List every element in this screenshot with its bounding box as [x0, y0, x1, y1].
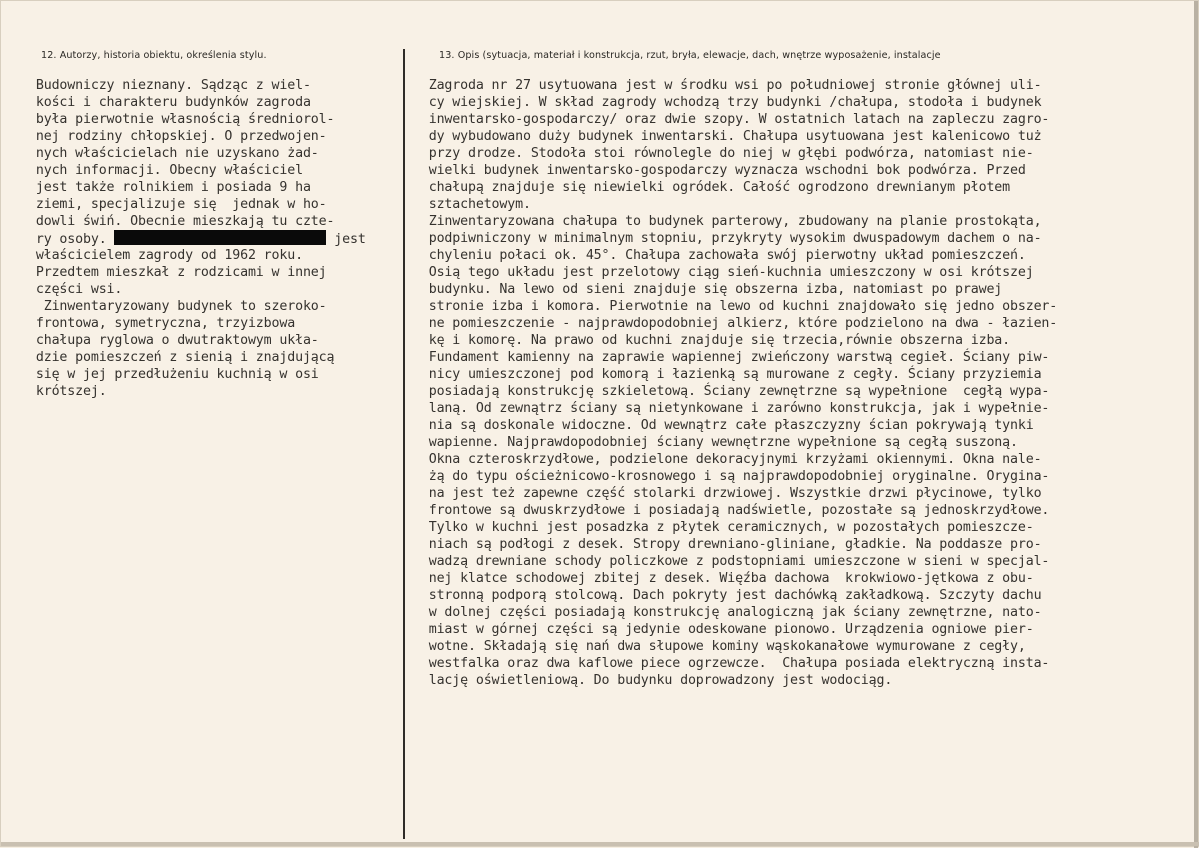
text-line: chałupą znajduje się niewielki ogródek. Całość ogrodzono drewnianym płotem	[413, 180, 1011, 195]
text-line: dowli świń. Obecnie mieszkają tu czte-	[28, 214, 335, 229]
text-line: chałupa ryglowa o dwutraktowym ukła-	[28, 333, 319, 348]
text-line: posiadają konstrukcję szkieletową. Ściany zewnętrzne są wypełnione cegłą wypa-	[413, 384, 1050, 399]
text-line: westfalka oraz dwa kaflowe piece ogrzewcze. Chałupa posiada elektryczną insta-	[413, 656, 1050, 671]
card-bottom-edge	[1, 842, 1199, 846]
authors-history-text	[28, 77, 398, 400]
text-line: niach są podłogi z desek. Stropy drewniano-gliniane, gładkie. Na poddasze pro-	[413, 537, 1042, 552]
text-line: dzie pomieszczeń z sienią i znajdującą	[28, 350, 335, 365]
text-line: kę i komorę. Na prawo od kuchni znajduje się trzecia,równie obszerna izba.	[413, 333, 1011, 348]
text-line: nicy umieszczonej pod komorą i łazienką są murowane z cegły. Ściany przyziemia	[413, 367, 1042, 382]
text-line: krótszej.	[28, 384, 107, 399]
text-line: była pierwotnie własnością średniorol-	[28, 112, 335, 127]
text-line: wotne. Składają się nań dwa słupowe kominy wąskokanałowe wymurowane z cegły,	[413, 639, 1026, 654]
text-line: wapienne. Najprawdopodobniej ściany wewnętrzne wypełnione są cegłą suszoną.	[413, 435, 1018, 450]
text-line: w dolnej części posiadają konstrukcję analogiczną jak ściany zewnętrzne, nato-	[413, 605, 1042, 620]
redaction-bar	[114, 230, 326, 245]
text-line: kości i charakteru budynków zagroda	[28, 95, 311, 110]
text-line: Budowniczy nieznany. Sądząc z wiel-	[28, 78, 311, 93]
text-line: Zagroda nr 27 usytuowana jest w środku wsi po południowej stronie głównej uli-	[413, 78, 1042, 93]
text-line: cy wiejskiej. W skład zagrody wchodzą trzy budynki /chałupa, stodoła i budynek	[413, 95, 1042, 110]
description-text	[413, 77, 1198, 689]
section-13-header: 13. Opis (sytuacja, materiał i konstrukcja, rzut, bryła, elewacje, dach, wnętrze wyposażenie, instalacje	[439, 50, 941, 61]
text-line: nych informacji. Obecny właściciel	[28, 163, 303, 178]
text-line: ziemi, specjalizuje się jednak w ho-	[28, 197, 327, 212]
text-line: przy drodze. Stodoła stoi równolegle do niej w głębi podwórza, natomiast nie-	[413, 146, 1034, 161]
text-fragment: jest	[326, 232, 366, 247]
text-line: stronną podporą stolcową. Dach pokryty jest dachówką zakładkową. Szczyty dachu	[413, 588, 1042, 603]
text-line: nej rodziny chłopskiej. O przedwojen-	[28, 129, 327, 144]
text-line: frontowa, symetryczna, trzyizbowa	[28, 316, 296, 331]
text-line: żą do typu ościeżnicowo-krosnowego i są najprawdopodobniej oryginalne. Orygina-	[413, 469, 1050, 484]
text-line: budynku. Na lewo od sieni znajduje się obszerna izba, natomiast po prawej	[413, 282, 1003, 297]
text-line: ne pomieszczenie - najprawdopodobniej alkierz, które podzielono na dwa - łazien-	[413, 316, 1058, 331]
text-fragment: ry osoby.	[28, 232, 115, 247]
text-line: właścicielem zagrody od 1962 roku.	[28, 248, 303, 263]
text-line: frontowe są dwuskrzydłowe i posiadają nadświetle, pozostałe są jednoskrzydłowe.	[413, 503, 1050, 518]
text-line: podpiwniczony w minimalnym stopniu, przykryty wysokim dwuspadowym dachem o na-	[413, 231, 1042, 246]
text-line: nych właścicielach nie uzyskano żad-	[28, 146, 319, 161]
text-line: się w jej przedłużeniu kuchnią w osi	[28, 367, 319, 382]
text-line: dy wybudowano duży budynek inwentarski. Chałupa usytuowana jest kalenicowo tuż	[413, 129, 1042, 144]
text-line: wadzą drewniane schody policzkowe z podstopniami umieszczone w sieni w specjal-	[413, 554, 1050, 569]
text-line: sztachetowym.	[413, 197, 531, 212]
text-line: miast w górnej części są jedynie odeskowane pionowo. Urządzenia ogniowe pier-	[413, 622, 1034, 637]
text-line: Przedtem mieszkał z rodzicami w innej	[28, 265, 327, 280]
text-line: na jest też zapewne część stolarki drzwiowej. Wszystkie drzwi płycinowe, tylko	[413, 486, 1042, 501]
text-line: nia są doskonale widoczne. Od wewnątrz całe płaszczyzny ścian pokrywają tynki	[413, 418, 1034, 433]
column-divider	[403, 49, 405, 839]
text-line: Osią tego układu jest przelotowy ciąg sień-kuchnia umieszczony w osi krótszej	[413, 265, 1034, 280]
text-line: inwentarsko-gospodarczy/ oraz dwie szopy. W ostatnich latach na zapleczu zagro-	[413, 112, 1050, 127]
text-line: wielki budynek inwentarsko-gospodarczy wyznacza wschodni bok podwórza. Przed	[413, 163, 1026, 178]
text-line: chyleniu połaci ok. 45°. Chałupa zachowała swój pierwotny układ pomieszczeń.	[413, 248, 1026, 263]
section-12-header: 12. Autorzy, historia obiektu, określenia stylu.	[41, 50, 267, 61]
text-line: nej klatce schodowej zbitej z desek. Więźba dachowa krokwiowo-jętkowa z obu-	[413, 571, 1034, 586]
text-line: stronie izba i komora. Pierwotnie na lewo od kuchni znajdowało się jedno obszer-	[413, 299, 1058, 314]
text-line: Fundament kamienny na zaprawie wapiennej zwieńczony warstwą cegieł. Ściany piw-	[413, 350, 1050, 365]
text-line: Zinwentaryzowany budynek to szeroko-	[28, 299, 327, 314]
text-line: lację oświetleniową. Do budynku doprowadzony jest wodociąg.	[413, 673, 893, 688]
text-line: Tylko w kuchni jest posadzka z płytek ceramicznych, w pozostałych pomieszcze-	[413, 520, 1034, 535]
text-line: laną. Od zewnątrz ściany są nietynkowane i zarówno konstrukcja, jak i wypełnie-	[413, 401, 1050, 416]
text-line: części wsi.	[28, 282, 123, 297]
text-line: Okna czteroskrzydłowe, podzielone dekoracyjnymi krzyżami okiennymi. Okna nale-	[413, 452, 1042, 467]
text-line-redacted	[28, 230, 398, 247]
text-line: Zinwentaryzowana chałupa to budynek parterowy, zbudowany na planie prostokąta,	[413, 214, 1042, 229]
text-line: jest także rolnikiem i posiada 9 ha	[28, 180, 311, 195]
